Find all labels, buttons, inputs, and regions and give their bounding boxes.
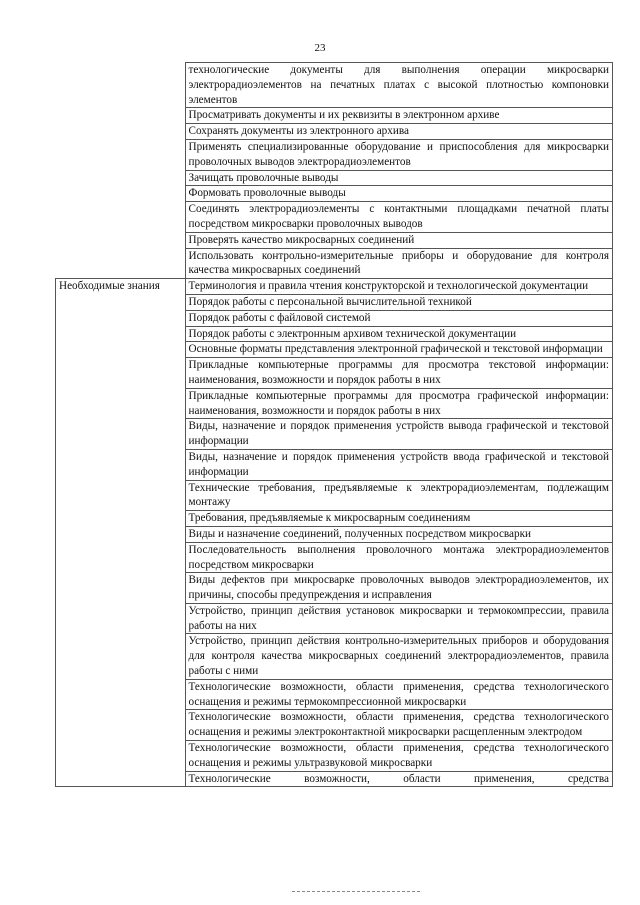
table-cell: Виды, назначение и порядок применения устройств вывода графической и текстовой информации	[185, 419, 613, 450]
table-cell: Терминология и правила чтения конструкторской и технологической документации	[185, 279, 613, 295]
page-number: 23	[314, 42, 326, 54]
table-cell: Использовать контрольно-измерительные приборы и оборудование для контроля качества микросварных соединений	[185, 248, 613, 279]
table-cell: Порядок работы с персональной вычислительной техникой	[185, 294, 613, 310]
table-cell: Технические требования, предъявляемые к электрорадиоэлементам, подлежащим монтажу	[185, 480, 613, 511]
table-cell: Прикладные компьютерные программы для просмотра текстовой информации: наименования, возможности и порядок работы в них	[185, 358, 613, 389]
table-cell: Соединять электрорадиоэлементы с контактными площадками печатной платы посредством микросварки проволочных выводов	[185, 202, 613, 233]
table-row	[56, 63, 613, 108]
table-cell: Виды, назначение и порядок применения устройств ввода графической и текстовой информации	[185, 449, 613, 480]
competency-table	[55, 62, 613, 787]
table-cell: Порядок работы с файловой системой	[185, 310, 613, 326]
table-cell: технологические документы для выполнения операции микросварки электрорадиоэлементов на печатных платах с высокой плотностью компоновки элементов	[185, 63, 613, 108]
table-cell: Устройство, принцип действия контрольно-измерительных приборов и оборудования для контроля качества микросварных соединений электрорадиоэлементов, правила работы с ними	[185, 634, 613, 679]
table-cell: Прикладные компьютерные программы для просмотра графической информации: наименования, возможности и порядок работы в них	[185, 388, 613, 419]
table-cell: Технологические возможности, области применения, средства	[185, 771, 613, 787]
table-cell: Виды и назначение соединений, полученных посредством микросварки	[185, 526, 613, 542]
table-cell: Зачищать проволочные выводы	[185, 170, 613, 186]
table-cell: Технологические возможности, области применения, средства технологического оснащения и режимы электроконтактной микросварки расщепленным электродом	[185, 710, 613, 741]
table-cell: Формовать проволочные выводы	[185, 186, 613, 202]
table-cell: Требования, предъявляемые к микросварным соединениям	[185, 511, 613, 527]
table-row	[56, 279, 613, 295]
section-label-knowledge: Необходимые знания	[56, 279, 186, 787]
table-cell: Устройство, принцип действия установок микросварки и термокомпрессии, правила работы на них	[185, 603, 613, 634]
table-cell: Последовательность выполнения проволочного монтажа электрорадиоэлементов посредством микросварки	[185, 542, 613, 573]
empty-label-cell	[56, 63, 186, 279]
table-cell: Виды дефектов при микросварке проволочных выводов электрорадиоэлементов, их причины, способы предупреждения и исправления	[185, 573, 613, 604]
table-cell: Порядок работы с электронным архивом технической документации	[185, 326, 613, 342]
table-cell: Просматривать документы и их реквизиты в электронном архиве	[185, 108, 613, 124]
table-cell: Основные форматы представления электронной графической и текстовой информации	[185, 342, 613, 358]
table-cell: Сохранять документы из электронного архива	[185, 124, 613, 140]
table-cell: Применять специализированные оборудование и приспособления для микросварки проволочных выводов электрорадиоэлементов	[185, 139, 613, 170]
scan-artifact-line	[292, 891, 420, 892]
table-cell: Технологические возможности, области применения, средства технологического оснащения и режимы ультразвуковой микросварки	[185, 741, 613, 772]
table-cell: Технологические возможности, области применения, средства технологического оснащения и режимы термокомпрессионной микросварки	[185, 679, 613, 710]
table-cell: Проверять качество микросварных соединений	[185, 232, 613, 248]
